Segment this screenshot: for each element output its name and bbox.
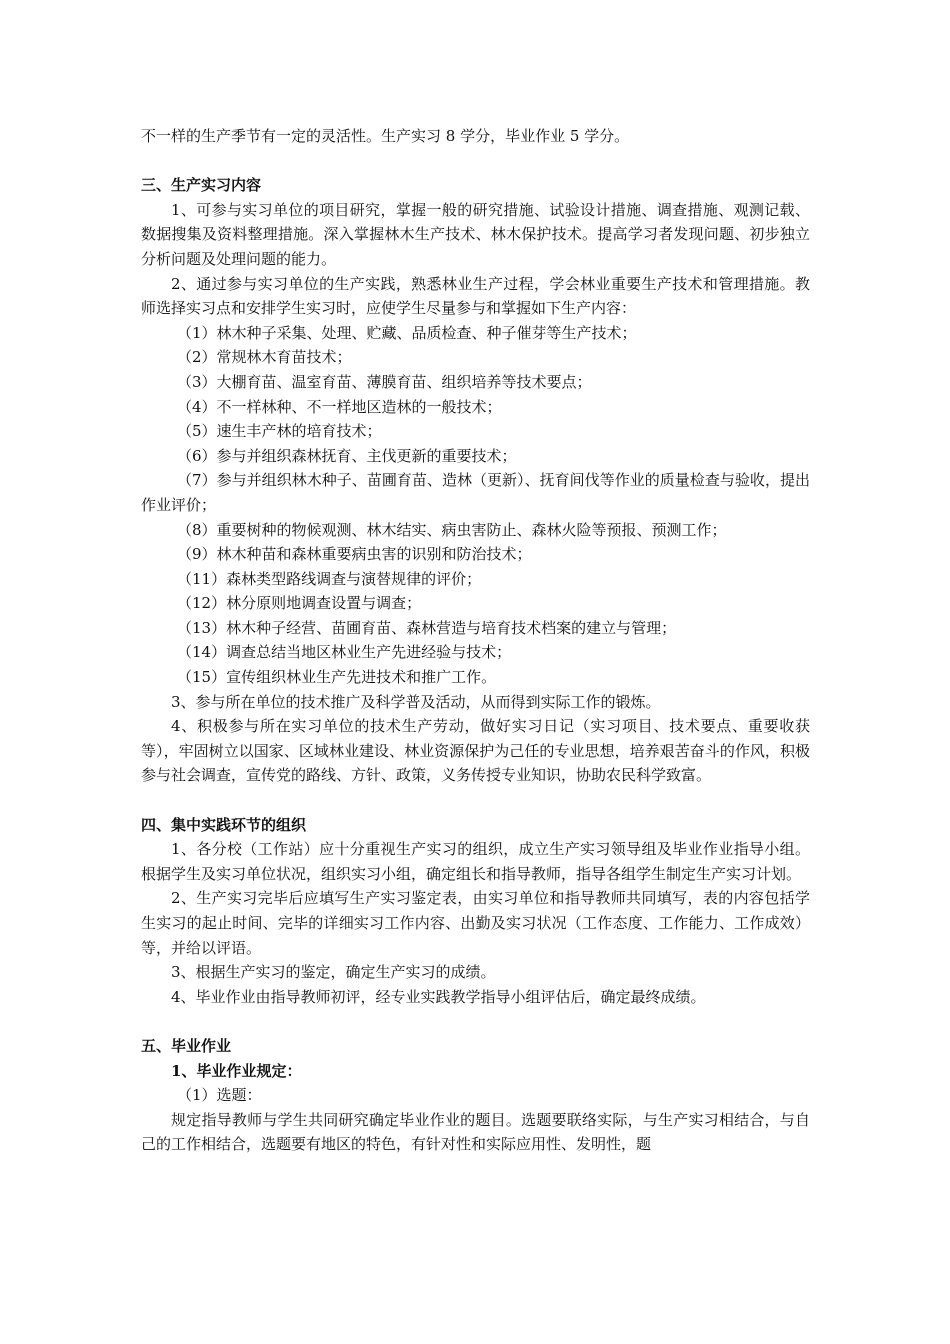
list-item: （7）参与并组织林木种子、苗圃育苗、造林（更新）、抚育间伐等作业的质量检查与验收，提出作业评价； <box>141 471 810 514</box>
section-4-heading: 四、集中实践环节的组织 <box>141 815 307 834</box>
list-item: （12）林分原则地调查设置与调查； <box>177 594 422 613</box>
section-3-paragraph-2: 2、通过参与实习单位的生产实践，熟悉林业生产过程，学会林业重要生产技术和管理措施。教师选择实习点和安排学生实习时，应使学生尽量参与和掌握如下生产内容： <box>141 274 810 318</box>
list-item: （9）林木种苗和森林重要病虫害的识别和防治技术； <box>177 545 532 564</box>
section-5-paragraph-1: 规定指导教师与学生共同研究确定毕业作业的题目。选题要联络实际，与生产实习相结合，与自己的工作相结合，选题要有地区的特色，有针对性和实际应用性、发明性，题 <box>141 1110 810 1154</box>
list-item: （15）宣传组织林业生产先进技术和推广工作。 <box>177 668 497 687</box>
section-3-paragraph-3: 3、参与所在单位的技术推广及科学普及活动，从而得到实际工作的锻炼。 <box>171 692 661 711</box>
section-4-paragraph-1: 1、各分校（工作站）应十分重视生产实习的组织，成立生产实习领导组及毕业作业指导小组。根据学生及实习单位状况，组织实习小组，确定组长和指导教师，指导各组学生制定生产实习计划。 <box>141 840 810 883</box>
list-item: （1）林木种子采集、处理、贮藏、品质检查、种子催芽等生产技术； <box>177 323 637 342</box>
list-item: （8）重要树种的物候观测、林木结实、病虫害防止、森林火险等预报、预测工作； <box>177 520 727 539</box>
section-3-paragraph-4: 4、积极参与所在实习单位的技术生产劳动，做好实习日记（实习项目、技术要点、重要收获等），牢固树立以国家、区域林业建设、林业资源保护为己任的专业思想，培养艰苦奋斗的作风，积极参与社会调查，宣传党的路线、方针、政策，义务传授专业知识，协助农民科学致富。 <box>141 717 810 785</box>
list-item: （2）常规林木育苗技术； <box>177 348 352 367</box>
list-item: （14）调查总结当地区林业生产先进经验与技术； <box>177 643 512 662</box>
document-body <box>141 124 810 1157</box>
section-5-heading: 五、毕业作业 <box>141 1036 232 1055</box>
list-item: （4）不一样林种、不一样地区造林的一般技术； <box>177 397 502 416</box>
section-3-paragraph-1: 1、可参与实习单位的项目研究，掌握一般的研究措施、试验设计措施、调查措施、观测记载、数据搜集及资料整理措施。深入掌握林木生产技术、林木保护技术。提高学习者发现问题、初步独立分析问题及处理问题的能力。 <box>141 200 810 268</box>
section-4-paragraph-3: 3、根据生产实习的鉴定，确定生产实习的成绩。 <box>171 963 496 982</box>
list-item: （1）选题： <box>177 1086 262 1105</box>
spacer <box>141 1009 810 1034</box>
list-item: （13）林木种子经营、苗圃育苗、森林营造与培育技术档案的建立与管理； <box>177 618 677 637</box>
list-item: （6）参与并组织森林抚育、主伐更新的重要技术； <box>177 446 517 465</box>
list-item: （11）森林类型路线调查与演替规律的评价； <box>177 569 482 588</box>
section-4-paragraph-4: 4、毕业作业由指导教师初评，经专业实践教学指导小组评估后，确定最终成绩。 <box>171 987 706 1006</box>
section-3-heading: 三、生产实习内容 <box>141 176 262 195</box>
spacer <box>141 788 810 813</box>
section-5-subheading: 1、毕业作业规定： <box>171 1061 302 1080</box>
list-item: （5）速生丰产林的培育技术； <box>177 422 382 441</box>
section-4-paragraph-2: 2、生产实习完毕后应填写生产实习鉴定表，由实习单位和指导教师共同填写，表的内容包括学生实习的起止时间、完毕的详细实习工作内容、出勤及实习状况（工作态度、工作能力、工作成效）等，并给以评语。 <box>141 889 810 957</box>
intro-line: 不一样的生产季节有一定的灵活性。生产实习 8 学分，毕业作业 5 学分。 <box>141 127 630 145</box>
spacer <box>141 149 810 174</box>
list-item: （3）大棚育苗、温室育苗、薄膜育苗、组织培养等技术要点； <box>177 372 592 391</box>
